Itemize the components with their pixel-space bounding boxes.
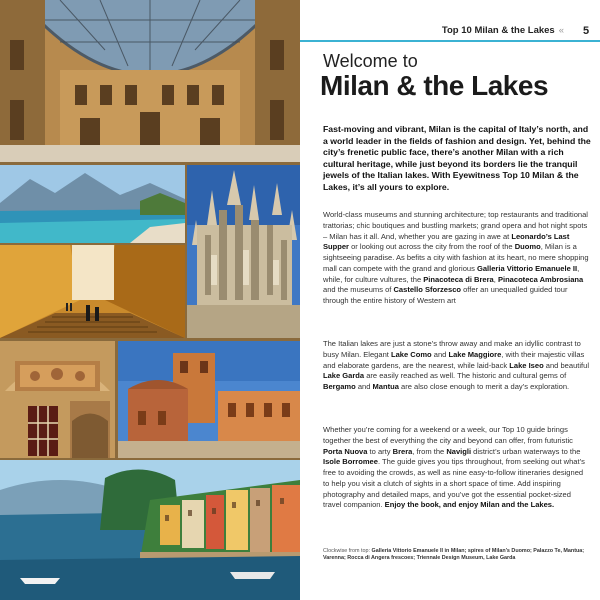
running-head	[442, 25, 568, 36]
p2-text-6: and	[355, 382, 373, 391]
body-paragraph-2	[323, 339, 591, 393]
p3-highlight-navigli: Navigli	[446, 446, 472, 456]
p1-highlight-brera: Pinacoteca di Brera	[423, 274, 494, 284]
text-page	[300, 0, 600, 600]
photo-galleria-vittorio-emanuele	[0, 0, 300, 162]
p2-highlight-lake-garda: Lake Garda	[323, 371, 365, 381]
p1-text-4: , while, for culture vultures, the	[323, 263, 580, 284]
body-paragraph-3	[323, 425, 591, 511]
header-rule	[300, 40, 600, 42]
running-head-title: Top 10 Milan & the Lakes	[441, 25, 555, 36]
p3-text-2: to arty	[367, 446, 393, 456]
photo-rocca-di-angera-frescoes	[0, 341, 115, 458]
p3-text-5: . The guide gives you tips throughout, from seeking out what’s free to avoiding the crowds, as well as nine easy-to-follow itineraries designed to help you visit a clutch of sights in a short space of time. Add inspiring photography and detailed maps, and you’ve got the essential pocket-sized travel companion.	[323, 457, 585, 510]
p1-text-6: and the museums of	[323, 285, 394, 295]
p1-text-5: ,	[493, 274, 498, 284]
p1-highlight-last-supper: Leonardo’s Last Supper	[323, 231, 570, 252]
photo-triennale-design-museum	[0, 245, 185, 338]
p1-highlight-galleria: Galleria Vittorio Emanuele II	[476, 263, 578, 273]
p1-highlight-ambrosiana: Pinacoteca Ambrosiana	[497, 274, 584, 284]
caption-prefix: Clockwise from top:	[323, 548, 372, 554]
p2-text-2: and	[431, 349, 449, 359]
p1-text-2: or looking out across the city from the roof of the	[349, 242, 515, 252]
photo-caption	[323, 548, 591, 563]
page-number: 5	[572, 22, 600, 40]
p3-highlight-brera: Brera	[392, 446, 413, 456]
photo-lake-garda	[0, 165, 185, 243]
p2-text-7: are also close enough to merit a day’s exploration.	[398, 382, 570, 391]
p2-text-4: and beautiful	[543, 360, 590, 370]
p2-text-1: The Italian lakes are just a stone’s throw away and make an idyllic contrast to busy Milan. Elegant	[323, 339, 581, 359]
p2-text-3: , with their majestic villas and elaborate gardens, are the nearest, while laid-back	[323, 349, 585, 370]
photo-palazzo-te-mantua	[118, 341, 300, 458]
title-kicker: Welcome to	[323, 51, 418, 71]
p2-text-5: are easily reached as well. The historic and cultural gems of	[364, 371, 567, 381]
running-head-separator: «	[558, 25, 564, 36]
p3-text-4: district’s urban waterways to the	[471, 446, 581, 456]
p1-highlight-duomo: Duomo	[514, 242, 541, 252]
p1-text-1: World-class museums and stunning architecture; top restaurants and traditional trattorias; chic boutiques and bustling markets; grand opera and hot night spots – Milan has it all. And, whether you are gazing in awe at	[323, 210, 588, 241]
lead-paragraph: Fast-moving and vibrant, Milan is the capital of Italy’s north, and a world leader in the fields of fashion and design. Yet, behind the city’s frenetic public face, there’s another Milan with a rich cultural heritage, while just beyond its borders lie the tranquil jewels of the Italian lakes. With Eyewitness Top 10 Milan & the Lakes, it’s all yours to explore.	[323, 124, 591, 192]
p1-highlight-castello: Castello Sforzesco	[393, 285, 462, 295]
p2-highlight-lake-como: Lake Como	[390, 349, 432, 359]
p3-highlight-isole-borromee: Isole Borromee	[323, 457, 378, 467]
p2-highlight-lake-iseo: Lake Iseo	[509, 360, 544, 370]
p2-highlight-mantua: Mantua	[372, 382, 399, 391]
p3-text-3: , from the	[412, 446, 447, 456]
page-title: Milan & the Lakes	[320, 70, 549, 101]
photo-duomo-spires	[187, 165, 300, 338]
p3-text-1: Whether you’re coming for a weekend or a week, our Top 10 guide brings together the best of everything the city and beyond can offer, from futuristic	[323, 425, 573, 445]
p1-text-3: , Milan is a sightseeing paradise. As befits a city with fashion at its heart, no mere shopping mall can compete with the grand and glorious	[323, 242, 589, 273]
caption-locations: Galleria Vittorio Emanuele II in Milan; spires of Milan’s Duomo; Palazzo Te, Mantua; Varenna; Rocca di Angera frescoes; Triennale Design Museum, Lake Garda	[323, 548, 585, 562]
photo-varenna	[0, 460, 300, 600]
p3-highlight-porta-nuova: Porta Nuova	[323, 446, 368, 456]
p3-closing-line: Enjoy the book, and enjoy Milan and the Lakes.	[384, 500, 555, 510]
p1-text-7: offer an unequalled guided tour through the entire history of Western art	[323, 285, 568, 305]
p2-highlight-bergamo: Bergamo	[323, 382, 356, 391]
body-paragraph-1	[323, 210, 591, 307]
p2-highlight-lake-maggiore: Lake Maggiore	[448, 349, 502, 359]
